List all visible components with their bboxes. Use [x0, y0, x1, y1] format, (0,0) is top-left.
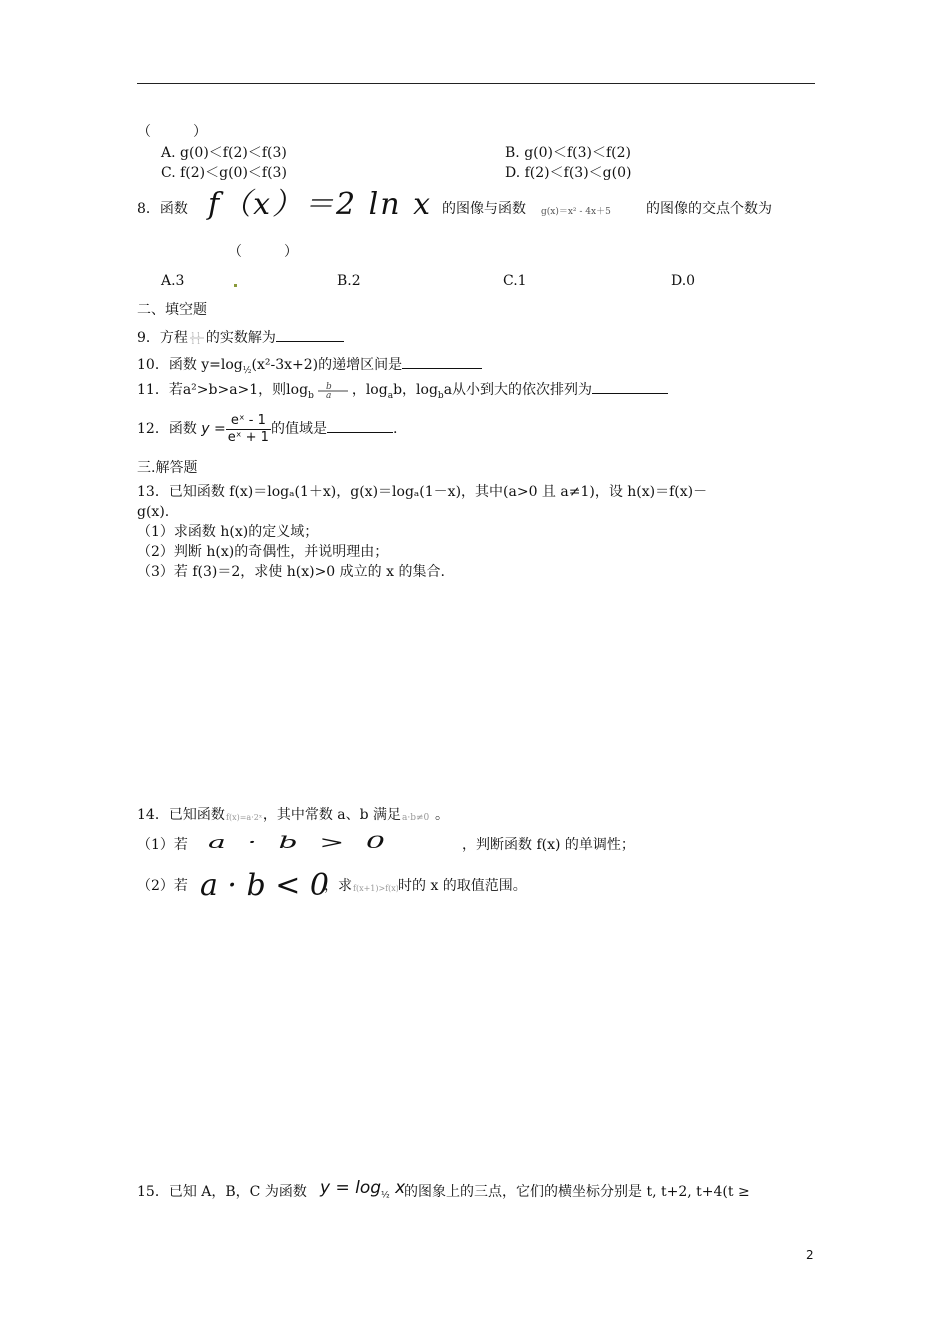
q14-part1-prefix: （1）若	[137, 837, 188, 853]
q15-formula-group	[320, 1176, 405, 1207]
q13-line1: 13．已知函数 f(x)＝logₐ(1＋x)，g(x)＝logₐ(1－x)，其中(a>0 且 a≠1)，设 h(x)＝f(x)－	[137, 484, 708, 500]
q7-option-c: C. f(2)＜g(0)＜f(3)	[161, 165, 287, 181]
q14-prefix: 14．已知函数	[137, 807, 225, 823]
q9	[137, 327, 344, 347]
q13-part3: （3）若 f(3)＝2，求使 h(x)>0 成立的 x 的集合.	[137, 564, 445, 580]
q10-answer-blank	[402, 354, 482, 369]
q9-equation-image	[188, 331, 206, 345]
q8-option-d: D.0	[671, 273, 696, 289]
q11-base-b: b	[308, 390, 314, 401]
q11-base-b2: b	[437, 390, 444, 401]
q11-answer-blank	[592, 379, 668, 394]
svg-text:1 1: 1 1	[190, 332, 201, 339]
q14-intro	[137, 806, 449, 824]
q8-option-b: B.2	[337, 273, 361, 289]
q9-suffix: 的实数解为	[205, 330, 276, 346]
q14-inequality-image	[352, 880, 398, 892]
q10	[137, 354, 482, 380]
q9-answer-blank	[276, 327, 344, 342]
q12-suffix: 的值域是	[270, 421, 327, 437]
q12-numerator: eˣ - 1	[226, 413, 271, 430]
q15-var: x	[395, 1178, 406, 1198]
q13-part2: （2）判断 h(x)的奇偶性，并说明理由；	[137, 544, 389, 560]
section-heading-solve: 三.解答题	[137, 460, 198, 476]
q14-part1-suffix: ，判断函数 f(x) 的单调性；	[462, 837, 635, 853]
svg-text:b: b	[325, 382, 332, 392]
q12-prefix: 12．函数	[137, 421, 197, 437]
q13-line2: g(x).	[137, 504, 170, 520]
q14-part1-formula: a · b > 0	[208, 833, 391, 853]
q11-fraction-image	[314, 382, 352, 398]
q8-number: 8．函数	[137, 201, 188, 217]
q10-mid: (x²-3x+2)的递增区间是	[251, 357, 403, 373]
q7-option-b: B. g(0)＜f(3)＜f(2)	[505, 145, 632, 161]
q8-option-a: A.3	[161, 273, 185, 289]
q11-base-a: a	[387, 390, 394, 401]
q12	[137, 412, 397, 446]
q15-formula: y = log	[320, 1178, 382, 1198]
q11-b1: b，log	[393, 382, 438, 398]
q11-mid: ，log	[351, 382, 388, 398]
svg-text:a: a	[325, 391, 332, 398]
q8-text2: 的图像的交点个数为	[646, 201, 772, 217]
q12-denominator: eˣ + 1	[227, 429, 269, 445]
q7-paren: （ ）	[137, 124, 207, 140]
q14-mid: ，其中常数 a、b 满足	[262, 807, 402, 823]
page-number: 2	[806, 1248, 814, 1262]
q7-option-d: D. f(2)＜f(3)＜g(0)	[505, 165, 632, 181]
q7-option-a: A. g(0)＜f(2)＜f(3)	[161, 145, 287, 161]
q12-end: .	[392, 421, 398, 437]
q15-prefix: 15．已知 A，B，C 为函数	[137, 1184, 307, 1200]
q14-function-image	[225, 809, 263, 821]
q15-suffix: 的图象上的三点，它们的横坐标分别是 t, t+2, t+4(t ≥	[404, 1184, 750, 1200]
q13-part1: （1）求函数 h(x)的定义域；	[137, 524, 319, 540]
section-heading-fill: 二、填空题	[137, 302, 207, 318]
q8-text1: 的图像与函数	[442, 201, 526, 217]
q15-log-base: ½	[381, 1190, 390, 1201]
svg-text:f(x+1)>f(x): f(x+1)>f(x)	[353, 884, 398, 893]
decorative-dot	[234, 276, 237, 294]
q14-part2-formula: a · b < 0	[200, 868, 329, 903]
svg-text:1 1: 1 1	[190, 339, 201, 345]
header-rule	[137, 83, 815, 84]
q12-answer-blank	[327, 418, 393, 433]
q8-formula: f（x）＝2 ln x	[208, 187, 433, 222]
q12-y: y =	[201, 421, 226, 437]
q8-option-c: C.1	[503, 273, 527, 289]
svg-text:f(x)=a·2ˣ+b·3ˣ: f(x)=a·2ˣ	[225, 813, 263, 822]
q14-part2-end: 时的 x 的取值范围。	[398, 878, 527, 894]
q14-part2-text	[324, 877, 527, 895]
q14-part2-prefix: （2）若	[137, 878, 188, 894]
q9-prefix: 9．方程	[137, 330, 188, 346]
q11	[137, 379, 668, 405]
q8-g-formula: g(x)＝x² - 4x＋5	[541, 207, 611, 217]
q14-part2-suffix: ，求	[324, 878, 352, 894]
q10-prefix: 10．函数 y=log	[137, 357, 243, 373]
q11-suffix: a从小到大的依次排列为	[443, 382, 593, 398]
q14-condition-image	[401, 809, 435, 821]
q12-fraction	[226, 413, 271, 446]
q8-paren: （ ）	[228, 244, 298, 260]
svg-text:a·b≠0: a·b≠0	[402, 813, 430, 822]
q10-log-base: ½	[242, 365, 252, 376]
q14-end: 。	[435, 807, 450, 823]
q11-prefix: 11．若a²>b>a>1，则log	[137, 382, 309, 398]
